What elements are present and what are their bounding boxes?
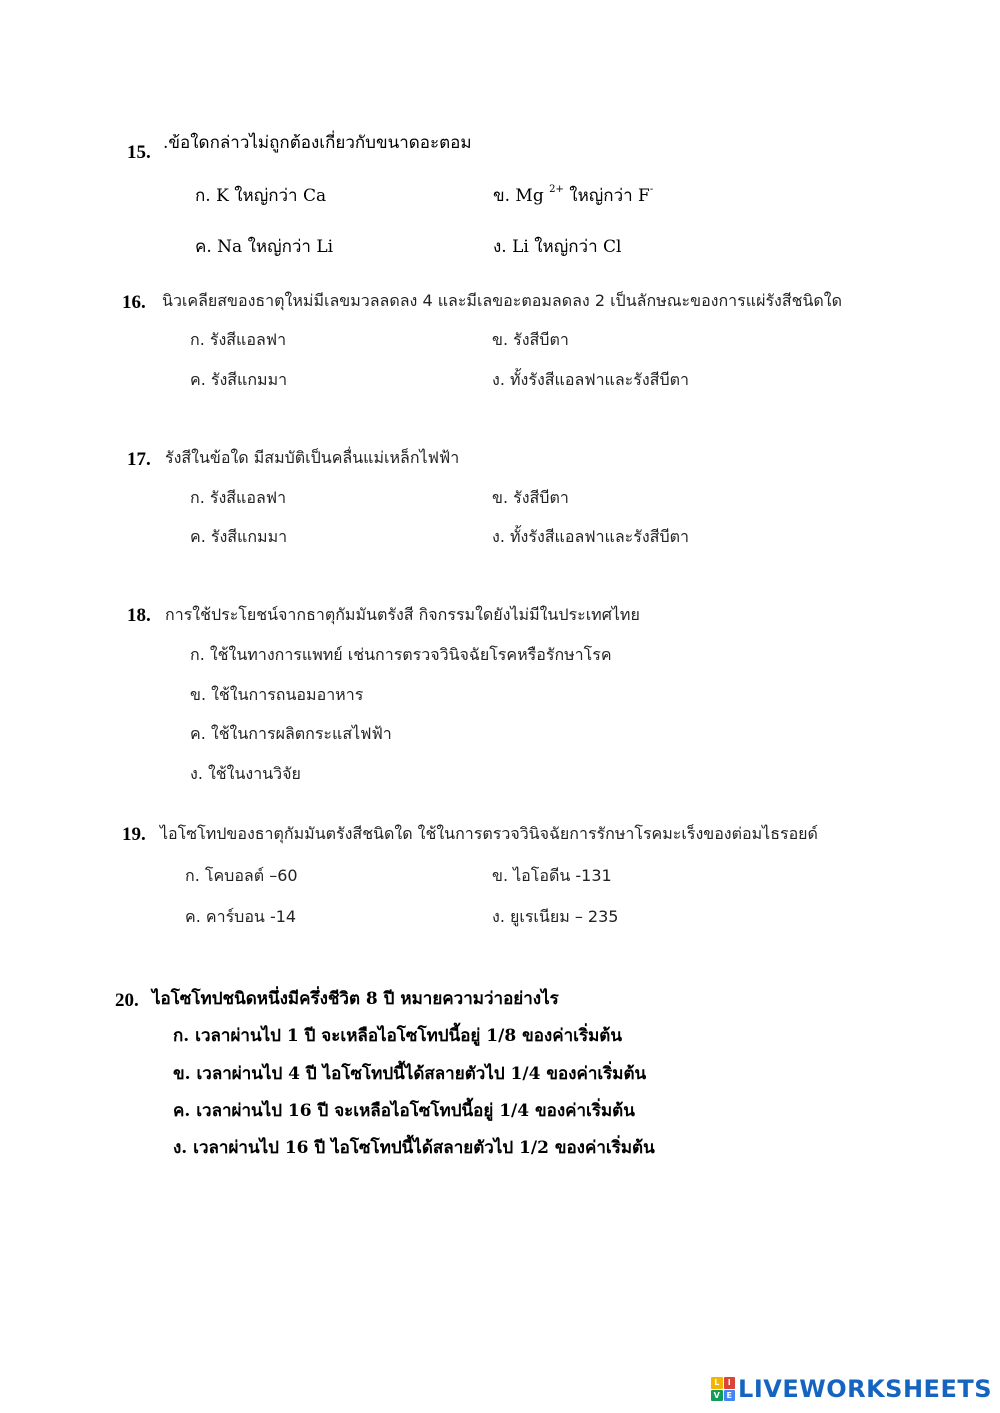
option-b[interactable]: ข. รังสีบีตา <box>492 330 569 349</box>
logo-tiles-icon <box>711 1377 735 1401</box>
question-text: .ข้อใดกล่าวไม่ถูกต้องเกี่ยวกับขนาดอะตอม <box>163 133 472 153</box>
option-a[interactable]: ก. K ใหญ่กว่า Ca <box>195 186 327 206</box>
option-d[interactable]: ง. Li ใหญ่กว่า Cl <box>493 237 622 257</box>
option-b-tail: ใหญ่กว่า F <box>563 186 650 206</box>
option-b[interactable] <box>493 182 653 209</box>
option-d[interactable]: ง. ทั้งรังสีแอลฟาและรังสีบีตา <box>492 370 689 389</box>
logo-tile: V <box>711 1390 723 1402</box>
option-a[interactable]: ก. เวลาผ่านไป 1 ปี จะเหลือไอโซโทปนี้อยู่ 1/8 ของค่าเริ่มต้น <box>173 1026 622 1046</box>
question-text: รังสีในข้อใด มีสมบัติเป็นคลื่นแม่เหล็กไฟฟ้า <box>165 448 460 467</box>
logo-tile: L <box>711 1377 723 1389</box>
question-text: การใช้ประโยชน์จากธาตุกัมมันตรังสี กิจกรรมใดยังไม่มีในประเทศไทย <box>165 605 640 624</box>
logo-text: LIVEWORKSHEETS <box>738 1375 992 1403</box>
option-b[interactable]: ข. เวลาผ่านไป 4 ปี ไอโซโทปนี้ได้สลายตัวไป 1/4 ของค่าเริ่มต้น <box>173 1064 647 1084</box>
option-a[interactable]: ก. โคบอลต์ –60 <box>185 866 298 885</box>
logo-tile: E <box>724 1390 736 1402</box>
question-number: 15. <box>127 142 151 163</box>
question-text: ไอโซโทปของธาตุกัมมันตรังสีชนิดใด ใช้ในการตรวจวินิจฉัยการรักษาโรคมะเร็งของต่อมไธรอยด์ <box>160 824 818 843</box>
option-b-superscript-2: - <box>649 184 654 195</box>
question-number: 17. <box>127 449 151 470</box>
option-a[interactable]: ก. รังสีแอลฟา <box>190 488 287 507</box>
question-number: 19. <box>122 824 146 845</box>
option-d[interactable]: ง. เวลาผ่านไป 16 ปี ไอโซโทปนี้ได้สลายตัวไป 1/2 ของค่าเริ่มต้น <box>173 1138 655 1158</box>
question-text: ไอโซโทปชนิดหนึ่งมีครึ่งชีวิต 8 ปี หมายความว่าอย่างไร <box>152 989 559 1009</box>
option-d[interactable]: ง. ทั้งรังสีแอลฟาและรังสีบีตา <box>492 527 689 546</box>
option-b-label: ข. Mg <box>493 186 544 206</box>
option-b[interactable]: ข. ใช้ในการถนอมอาหาร <box>190 685 364 704</box>
liveworksheets-logo[interactable] <box>711 1375 992 1403</box>
option-a[interactable]: ก. ใช้ในทางการแพทย์ เช่นการตรวจวินิจฉัยโรคหรือรักษาโรค <box>190 645 612 664</box>
option-a[interactable]: ก. รังสีแอลฟา <box>190 330 287 349</box>
logo-tile: I <box>724 1377 736 1389</box>
option-b[interactable]: ข. ไอโอดีน -131 <box>492 866 612 885</box>
option-c[interactable]: ค. ใช้ในการผลิตกระแสไฟฟ้า <box>190 724 392 743</box>
question-text: นิวเคลียสของธาตุใหม่มีเลขมวลลดลง 4 และมีเลขอะตอมลดลง 2 เป็นลักษณะของการแผ่รังสีชนิดใด <box>162 291 842 310</box>
option-c[interactable]: ค. คาร์บอน -14 <box>185 907 297 926</box>
option-d[interactable]: ง. ยูเรเนียม – 235 <box>492 907 619 926</box>
option-d[interactable]: ง. ใช้ในงานวิจัย <box>190 764 301 783</box>
option-c[interactable]: ค. รังสีแกมมา <box>190 527 288 546</box>
question-number: 18. <box>127 605 151 626</box>
question-number: 20. <box>115 990 139 1011</box>
option-c[interactable]: ค. เวลาผ่านไป 16 ปี จะเหลือไอโซโทปนี้อยู่ 1/4 ของค่าเริ่มต้น <box>173 1101 635 1121</box>
option-c[interactable]: ค. Na ใหญ่กว่า Li <box>195 237 334 257</box>
option-b-superscript: 2+ <box>549 184 564 195</box>
question-number: 16. <box>122 292 146 313</box>
option-c[interactable]: ค. รังสีแกมมา <box>190 370 288 389</box>
option-b[interactable]: ข. รังสีบีตา <box>492 488 569 507</box>
